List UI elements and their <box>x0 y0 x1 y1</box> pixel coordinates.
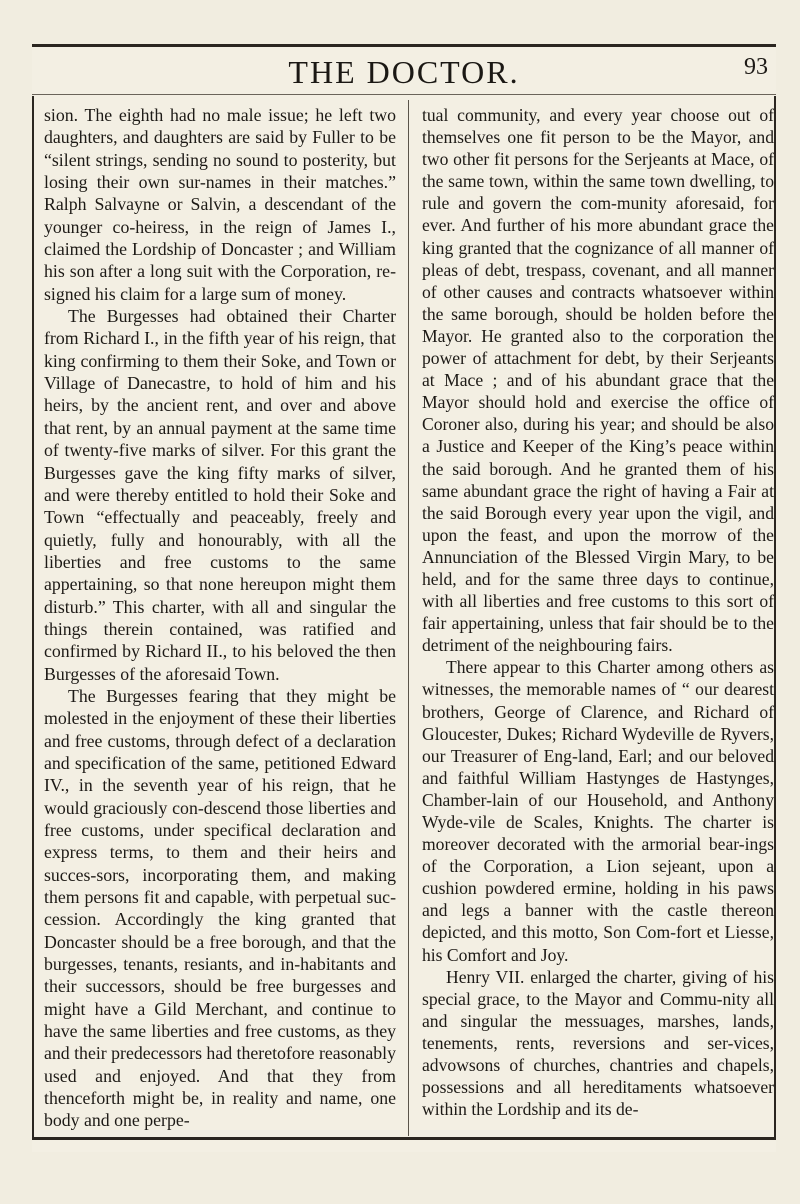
right-column <box>422 104 774 1120</box>
left-paragraph-1: sion. The eighth had no male issue; he left two daughters, and daughters are said by Fuller to be “silent strings, sending no sound to posterity, but losing their own sur-names in their matches.” Ralph Salvayne or Salvin, a descendant of the younger co-heiress, in the reign of James I., claimed the Lordship of Doncaster ; and William his son after a long suit with the Corporation, re-signed his claim for a large sum of money. <box>44 105 396 304</box>
left-border <box>32 96 34 1138</box>
top-rule <box>32 44 776 47</box>
right-paragraph-3: Henry VII. enlarged the charter, giving of his special grace, to the Mayor and Commu-nity all and singular the messuages, marshes, lands, tenements, rents, reversions and ser-vices, advowsons of churches, chantries and chapels, possessions and all hereditaments whatsoever within the Lordship and its de- <box>422 966 774 1120</box>
book-page <box>32 44 776 1152</box>
page-header <box>32 52 776 92</box>
right-border <box>774 96 776 1138</box>
right-paragraph-1: tual community, and every year choose out of themselves one fit person to be the Mayor, and two other fit persons for the Serjeants at Mace, of the same town, within the same town dwelling, to rule and govern the com-munity aforesaid, for ever. And further of his more abundant grace the king granted that the cognizance of all manner of pleas of debt, trespass, covenant, and all manner of other causes and contracts whatsoever within the same borough, should be holden before the Mayor. He granted also to the corporation the power of attachment for debt, by their Serjeants at Mace ; and of his abundant grace that the Mayor should hold and exercise the office of Coroner also, during his year; and should be also a Justice and Keeper of the King’s peace within the said borough. And he granted them of his same abundant grace the right of having a Fair at the said Borough every year upon the vigil, and upon the feast, and upon the morrow of the Annunciation of the Blessed Virgin Mary, to be held, and for the same three days to continue, with all liberties and free customs to this sort of fair appertaining, unless that fair should be to the detriment of the neighbouring fairs. <box>422 105 774 656</box>
column-divider <box>408 100 409 1136</box>
right-paragraph-2: There appear to this Charter among others as witnesses, the memorable names of “ our dearest brothers, George of Clarence, and Richard of Gloucester, Dukes; Richard Wydeville de Ryvers, our Treasurer of Eng-land, Earl; and our beloved and faithful William Hastynges de Hastynges, Chamber-lain of our Household, and Anthony Wyde-vile de Scales, Knights. The charter is moreover decorated with the armorial bear-ings of the Corporation, a Lion sejeant, upon a cushion powdered ermine, holding in his paws and legs a banner with the castle thereon depicted, and this motto, Son Com-fort et Liesse, his Comfort and Joy. <box>422 657 774 965</box>
left-paragraph-2: The Burgesses had obtained their Charter from Richard I., in the fifth year of his reign, that king confirming to them their Soke, and Town or Village of Danecastre, to hold of him and his heirs, by the ancient rent, and over and above that rent, by an annual payment at the same time of twenty-five marks of silver. For this grant the Burgesses gave the king fifty marks of silver, and were thereby entitled to hold their Soke and Town “effectually and peaceably, freely and quietly, fully and honourably, with all the liberties and free customs to the same appertaining, so that none hereupon might them disturb.” This charter, with all and singular the things therein contained, was ratified and confirmed by Richard II., to his beloved the then Burgesses of the aforesaid Town. <box>44 306 396 684</box>
page-number: 93 <box>744 54 768 80</box>
header-rule <box>32 94 776 95</box>
left-paragraph-3: The Burgesses fearing that they might be molested in the enjoyment of these their liberties and free customs, through defect of a declaration and specification of the same, petitioned Edward IV., in the seventh year of his reign, that he would graciously con-descend those liberties and free customs, under specifical declaration and express terms, to them and their heirs and succes-sors, incorporating them, and making them persons fit and capable, with perpetual suc-cession. Accordingly the king granted that Doncaster should be a free borough, and that the burgesses, tenants, resiants, and in-habitants and their successors, should be free burgesses and might have a Gild Merchant, and continue to have the same liberties and free customs, as they and their predecessors had theretofore reasonably used and enjoyed. And that they from thenceforth might be, in reality and name, one body and one perpe- <box>44 685 397 1131</box>
bottom-rule <box>32 1137 776 1140</box>
left-column <box>44 104 396 1132</box>
running-head: THE DOCTOR. <box>288 53 520 90</box>
